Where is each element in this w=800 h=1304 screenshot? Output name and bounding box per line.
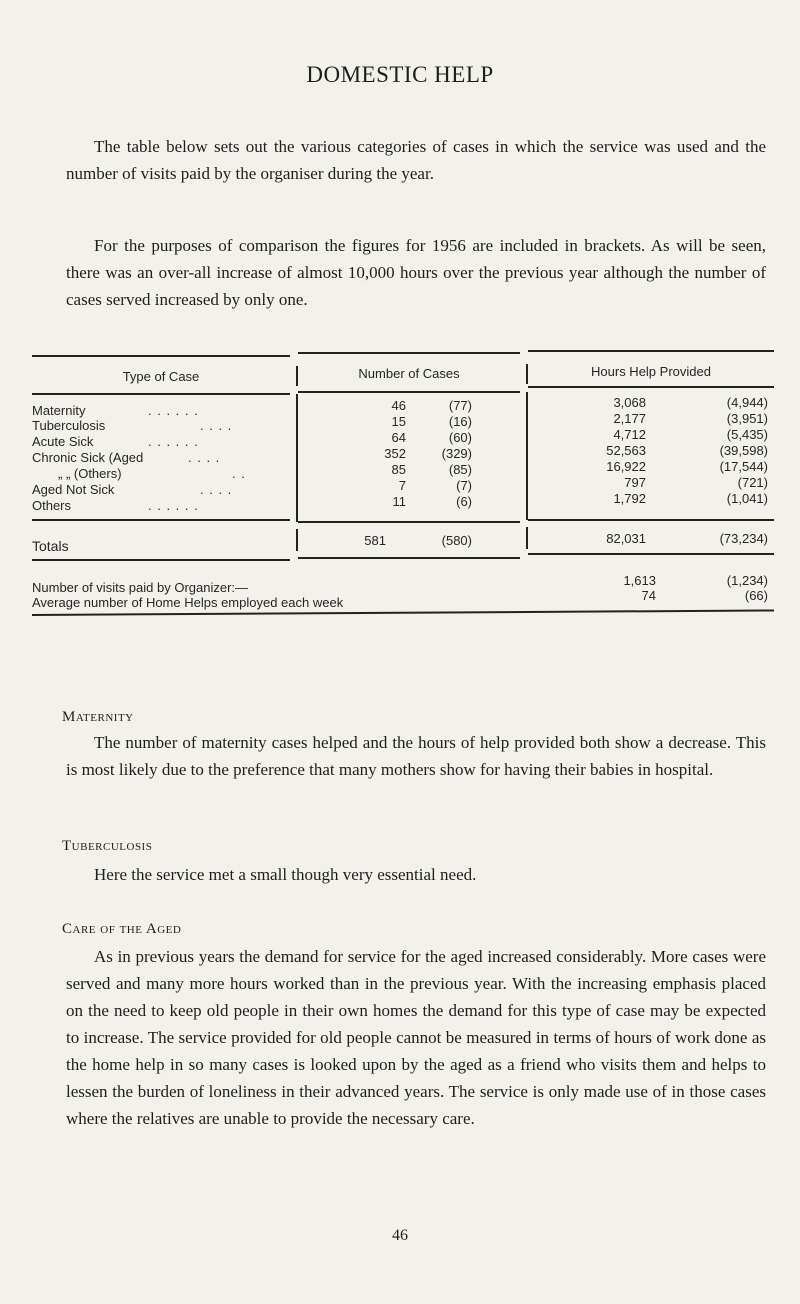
hours-prev-value: (1,041) (726, 491, 768, 506)
cases-value: 64 (391, 430, 406, 445)
table-divider (296, 529, 298, 551)
cases-value: 352 (384, 446, 406, 461)
intro-paragraph-1: The table below sets out the various categories of cases in which the service was used and the number of visits paid by the organiser during the year. (66, 137, 766, 183)
hours-prev-value: (39,598) (719, 443, 768, 458)
row-label: Acute Sick (32, 434, 94, 449)
row-label: Maternity (32, 403, 86, 418)
row-label: Chronic Sick (Aged (32, 450, 144, 465)
row-leader: . . . . (200, 418, 233, 433)
header-type-of-case: Type of Case (122, 369, 200, 384)
extra-label: Average number of Home Helps employed each week (32, 595, 344, 610)
row-leader: . . . . . . (148, 498, 199, 513)
table-rule (298, 521, 520, 523)
intro-paragraph-2: For the purposes of comparison the figures for 1956 are included in brackets. As will be seen, there was an over-all increase of almost 10,000 hours over the previous year although the number of cases served increased by only one. (66, 236, 766, 309)
cases-prev-value: (16) (448, 414, 472, 429)
row-label: „ „ (Others) (58, 466, 122, 481)
totals-cases-prev: (580) (441, 533, 472, 548)
hours-prev-value: (5,435) (726, 427, 768, 442)
table-rule (298, 557, 520, 559)
cases-prev-value: (329) (441, 446, 472, 461)
table-divider (526, 527, 528, 549)
section-text-maternity: The number of maternity cases helped and the hours of help provided both show a decrease. This is most likely due to the preference that many mothers show for having their babies in hospital. (66, 733, 766, 779)
cases-prev-value: (77) (448, 398, 472, 413)
row-leader: . . . . (188, 450, 221, 465)
row-leader: . . . . . . (148, 403, 199, 418)
table-divider (296, 394, 298, 522)
row-leader: . . . . . . (148, 434, 199, 449)
cases-value: 46 (391, 398, 406, 413)
hours-value: 3,068 (613, 395, 646, 410)
totals-hours: 82,031 (606, 531, 646, 546)
hours-value: 797 (624, 475, 646, 490)
hours-prev-value: (721) (737, 475, 768, 490)
totals-cases: 581 (364, 533, 386, 548)
table-rule (298, 391, 520, 393)
table-rule (32, 609, 774, 615)
header-hours-help: Hours Help Provided (591, 364, 711, 379)
extra-label: Number of visits paid by Organizer:— (32, 580, 249, 595)
hours-value: 16,922 (606, 459, 646, 474)
table-rule (528, 519, 774, 521)
cases-value: 85 (391, 462, 406, 477)
page-number: 46 (392, 1227, 408, 1244)
hours-value: 52,563 (606, 443, 646, 458)
cases-prev-value: (85) (448, 462, 472, 477)
hours-value: 2,177 (613, 411, 646, 426)
row-label: Others (32, 498, 72, 513)
totals-hours-prev: (73,234) (719, 531, 768, 546)
table-rule (32, 393, 290, 395)
cases-value: 15 (391, 414, 406, 429)
section-text-tuberculosis: Here the service met a small though very essential need. (94, 865, 477, 884)
cases-prev-value: (6) (456, 494, 472, 509)
cases-prev-value: (7) (456, 478, 472, 493)
table-rule (32, 559, 290, 561)
hours-prev-value: (3,951) (726, 411, 768, 426)
cases-value: 7 (398, 478, 406, 493)
row-label: Aged Not Sick (32, 482, 115, 497)
table-rule (528, 350, 774, 352)
row-leader: . . (232, 466, 246, 481)
extra-value: 1,613 (623, 573, 656, 588)
section-heading-maternity: Maternity (62, 709, 134, 725)
cases-value: 11 (392, 494, 406, 509)
header-number-of-cases: Number of Cases (358, 366, 460, 381)
extra-value-prev: (66) (744, 588, 768, 603)
hours-prev-value: (4,944) (726, 395, 768, 410)
section-text-care-of-aged: As in previous years the demand for service for the aged increased considerably. More cases were served and many more hours worked than in the previous year. With the increasing emphasis placed on the need to keep old people in their own homes the demand for this type of case may be expected to increase. The service provided for old people cannot be measured in terms of hours of work done as the home help in so many cases is looked upon by the aged as a friend who visits them and helps to lessen the burden of loneliness in their advanced years. The service is only made use of in those cases where the relatives are unable to provide the necessary care. (66, 947, 766, 1128)
table-divider (526, 392, 528, 520)
section-heading-care-of-aged: Care of the Aged (62, 921, 182, 937)
totals-label: Totals (32, 538, 69, 554)
row-label: Tuberculosis (32, 418, 106, 433)
table-rule (32, 355, 290, 357)
hours-prev-value: (17,544) (719, 459, 768, 474)
section-heading-tuberculosis: Tuberculosis (62, 838, 153, 854)
extra-value-prev: (1,234) (726, 573, 768, 588)
table-rule (528, 553, 774, 555)
table-rule (298, 352, 520, 354)
extra-value: 74 (641, 588, 656, 603)
hours-value: 1,792 (613, 491, 646, 506)
table-rule (528, 386, 774, 388)
row-leader: . . . . (200, 482, 233, 497)
page-title: DOMESTIC HELP (306, 62, 494, 87)
hours-value: 4,712 (613, 427, 646, 442)
cases-prev-value: (60) (448, 430, 472, 445)
table-rule (32, 519, 290, 521)
